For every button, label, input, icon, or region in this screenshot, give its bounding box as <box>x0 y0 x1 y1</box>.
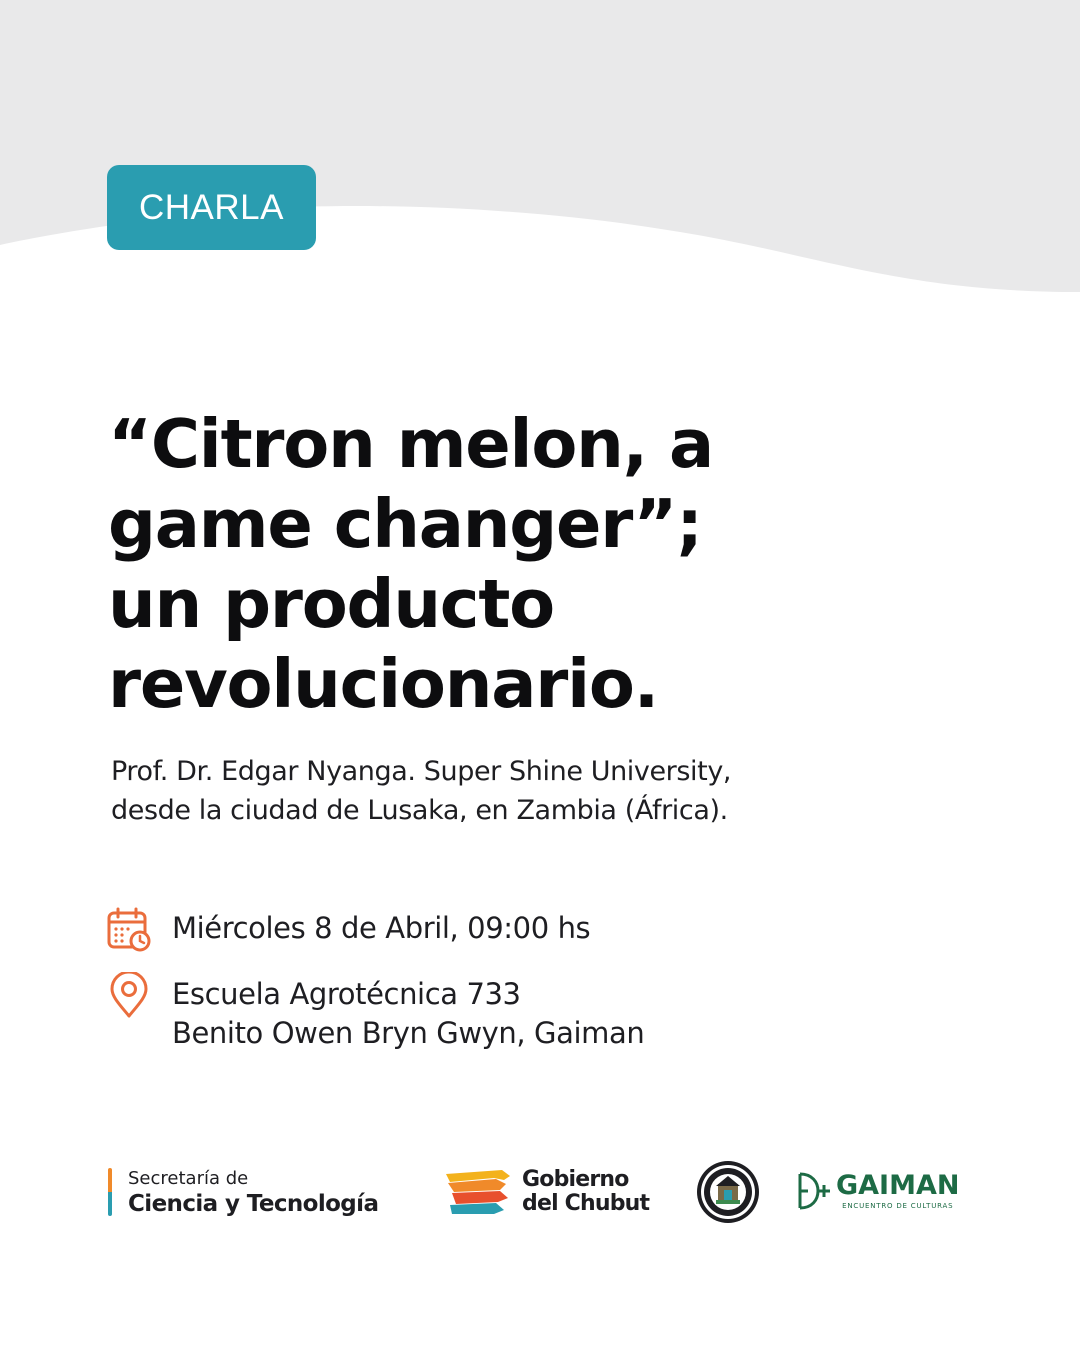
logo-chubut-line1: Gobierno <box>522 1167 629 1192</box>
category-tag-label: CHARLA <box>139 187 284 227</box>
municipal-seal-icon <box>696 1160 760 1224</box>
logo-gaiman <box>796 1170 959 1212</box>
speaker-line: desde la ciudad de Lusaka, en Zambia (África). <box>111 795 728 826</box>
calendar-clock-icon <box>106 906 152 952</box>
event-date: Miércoles 8 de Abril, 09:00 hs <box>172 911 591 945</box>
chubut-map-icon <box>444 1168 514 1216</box>
logo-secretaria-ciencia-tecnologia <box>108 1168 378 1218</box>
logo-sct-line1: Secretaría de <box>128 1168 249 1189</box>
headline-line: revolucionario. <box>108 645 658 723</box>
logo-accent-bar <box>108 1168 112 1216</box>
event-date-text <box>172 909 590 948</box>
headline-line: “Citron melon, a <box>108 405 714 483</box>
logo-sct-text <box>128 1168 378 1218</box>
gaiman-leaf-icon <box>796 1170 832 1212</box>
speaker-info <box>111 752 931 830</box>
event-location-line: Escuela Agrotécnica 733 <box>172 977 521 1011</box>
headline <box>108 404 1008 724</box>
event-location-row <box>106 972 644 1053</box>
category-tag <box>107 165 316 250</box>
map-pin-icon <box>106 972 152 1018</box>
event-location-text <box>172 975 644 1053</box>
headline-line: un producto <box>108 565 554 643</box>
logo-gaiman-text <box>836 1171 959 1211</box>
event-location-line: Benito Owen Bryn Gwyn, Gaiman <box>172 1016 645 1050</box>
logo-sct-line2: Ciencia y Tecnología <box>128 1191 379 1217</box>
logo-gobierno-del-chubut <box>444 1168 649 1216</box>
logo-gaiman-name: GAIMAN <box>836 1170 960 1201</box>
logo-gaiman-tagline: ENCUENTRO DE CULTURAS <box>842 1202 954 1210</box>
headline-line: game changer”; <box>108 485 702 563</box>
event-date-row <box>106 906 590 952</box>
logo-chubut-text <box>522 1168 649 1216</box>
background-wave <box>0 0 1080 320</box>
speaker-line: Prof. Dr. Edgar Nyanga. Super Shine University, <box>111 756 732 787</box>
logo-chubut-line2: del Chubut <box>522 1191 650 1216</box>
